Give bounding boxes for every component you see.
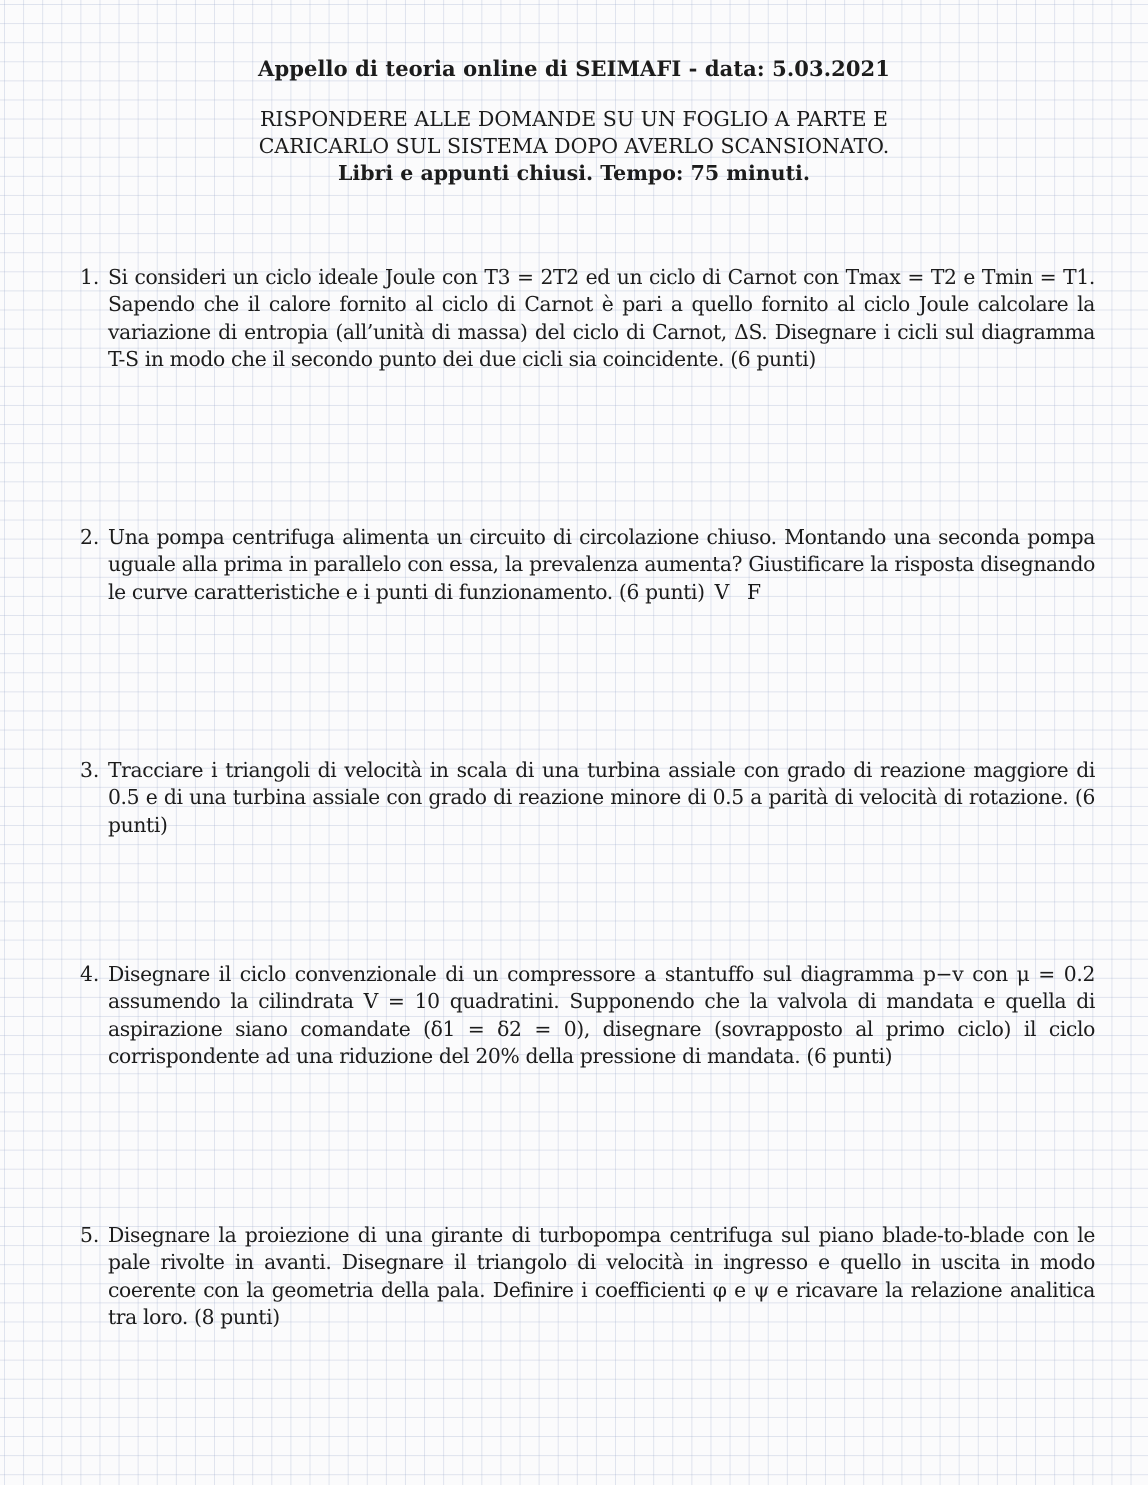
question-text: [108, 524, 1095, 606]
option-true: V: [714, 579, 729, 604]
question-text: Disegnare il ciclo convenzionale di un compressore a stantuffo sul diagramma p−v con μ = 0.2 assumendo la cilindrata V = 10 quadratini. Supponendo che la valvola di mandata e quella di aspirazione siano comandate (δ1 = δ2 = 0), disegnare (sovrapposto al primo ciclo) il ciclo corrispondente ad una riduzione del 20% della pressione di mandata. (6 punti): [108, 962, 1095, 1068]
true-false-options: [715, 580, 779, 604]
question-3: [80, 757, 1095, 839]
instructions-line-1: RISPONDERE ALLE DOMANDE SU UN FOGLIO A PARTE E: [259, 107, 889, 131]
question-number: 3.: [80, 758, 100, 782]
question-1: [80, 264, 1095, 373]
question-number: 2.: [80, 525, 100, 549]
exam-rules: Libri e appunti chiusi. Tempo: 75 minuti.: [338, 161, 810, 185]
question-text: Disegnare la proiezione di una girante di turbopompa centrifuga sul piano blade-to-blade con le pale rivolte in avanti. Disegnare il triangolo di velocità in ingresso e quello in uscita in modo coerente con la geometria della pala. Definire i coefficienti φ e ψ e ricavare la relazione analitica tra loro. (8 punti): [108, 1223, 1095, 1329]
option-false: F: [746, 579, 761, 604]
question-2: [80, 524, 1095, 606]
question-text: Tracciare i triangoli di velocità in scala di una turbina assiale con grado di reazione maggiore di 0.5 e di una turbina assiale con grado di reazione minore di 0.5 a parità di velocità di rotazione. (6 punti): [108, 758, 1095, 837]
exam-instructions: [0, 106, 1148, 160]
exam-title: Appello di teoria online di SEIMAFI - data: 5.03.2021: [258, 56, 890, 81]
question-2-body: Una pompa centrifuga alimenta un circuito di circolazione chiuso. Montando una seconda pompa uguale alla prima in parallelo con essa, la prevalenza aumenta? Giustificare la risposta disegnando le curve caratteristiche e i punti di funzionamento. (6 punti): [108, 525, 1095, 604]
question-4: [80, 961, 1095, 1070]
question-number: 4.: [80, 962, 100, 986]
question-text: Si consideri un ciclo ideale Joule con T3 = 2T2 ed un ciclo di Carnot con Tmax = T2 e Tmin = T1. Sapendo che il calore fornito al ciclo di Carnot è pari a quello fornito al ciclo Joule calcolare la variazione di entropia (all’unità di massa) del ciclo di Carnot, ΔS. Disegnare i cicli sul diagramma T-S in modo che il secondo punto dei due cicli sia coincidente. (6 punti): [108, 265, 1095, 371]
question-number: 1.: [80, 265, 100, 289]
instructions-line-2: CARICARLO SUL SISTEMA DOPO AVERLO SCANSIONATO.: [258, 134, 890, 158]
question-number: 5.: [80, 1223, 100, 1247]
question-5: [80, 1222, 1095, 1331]
